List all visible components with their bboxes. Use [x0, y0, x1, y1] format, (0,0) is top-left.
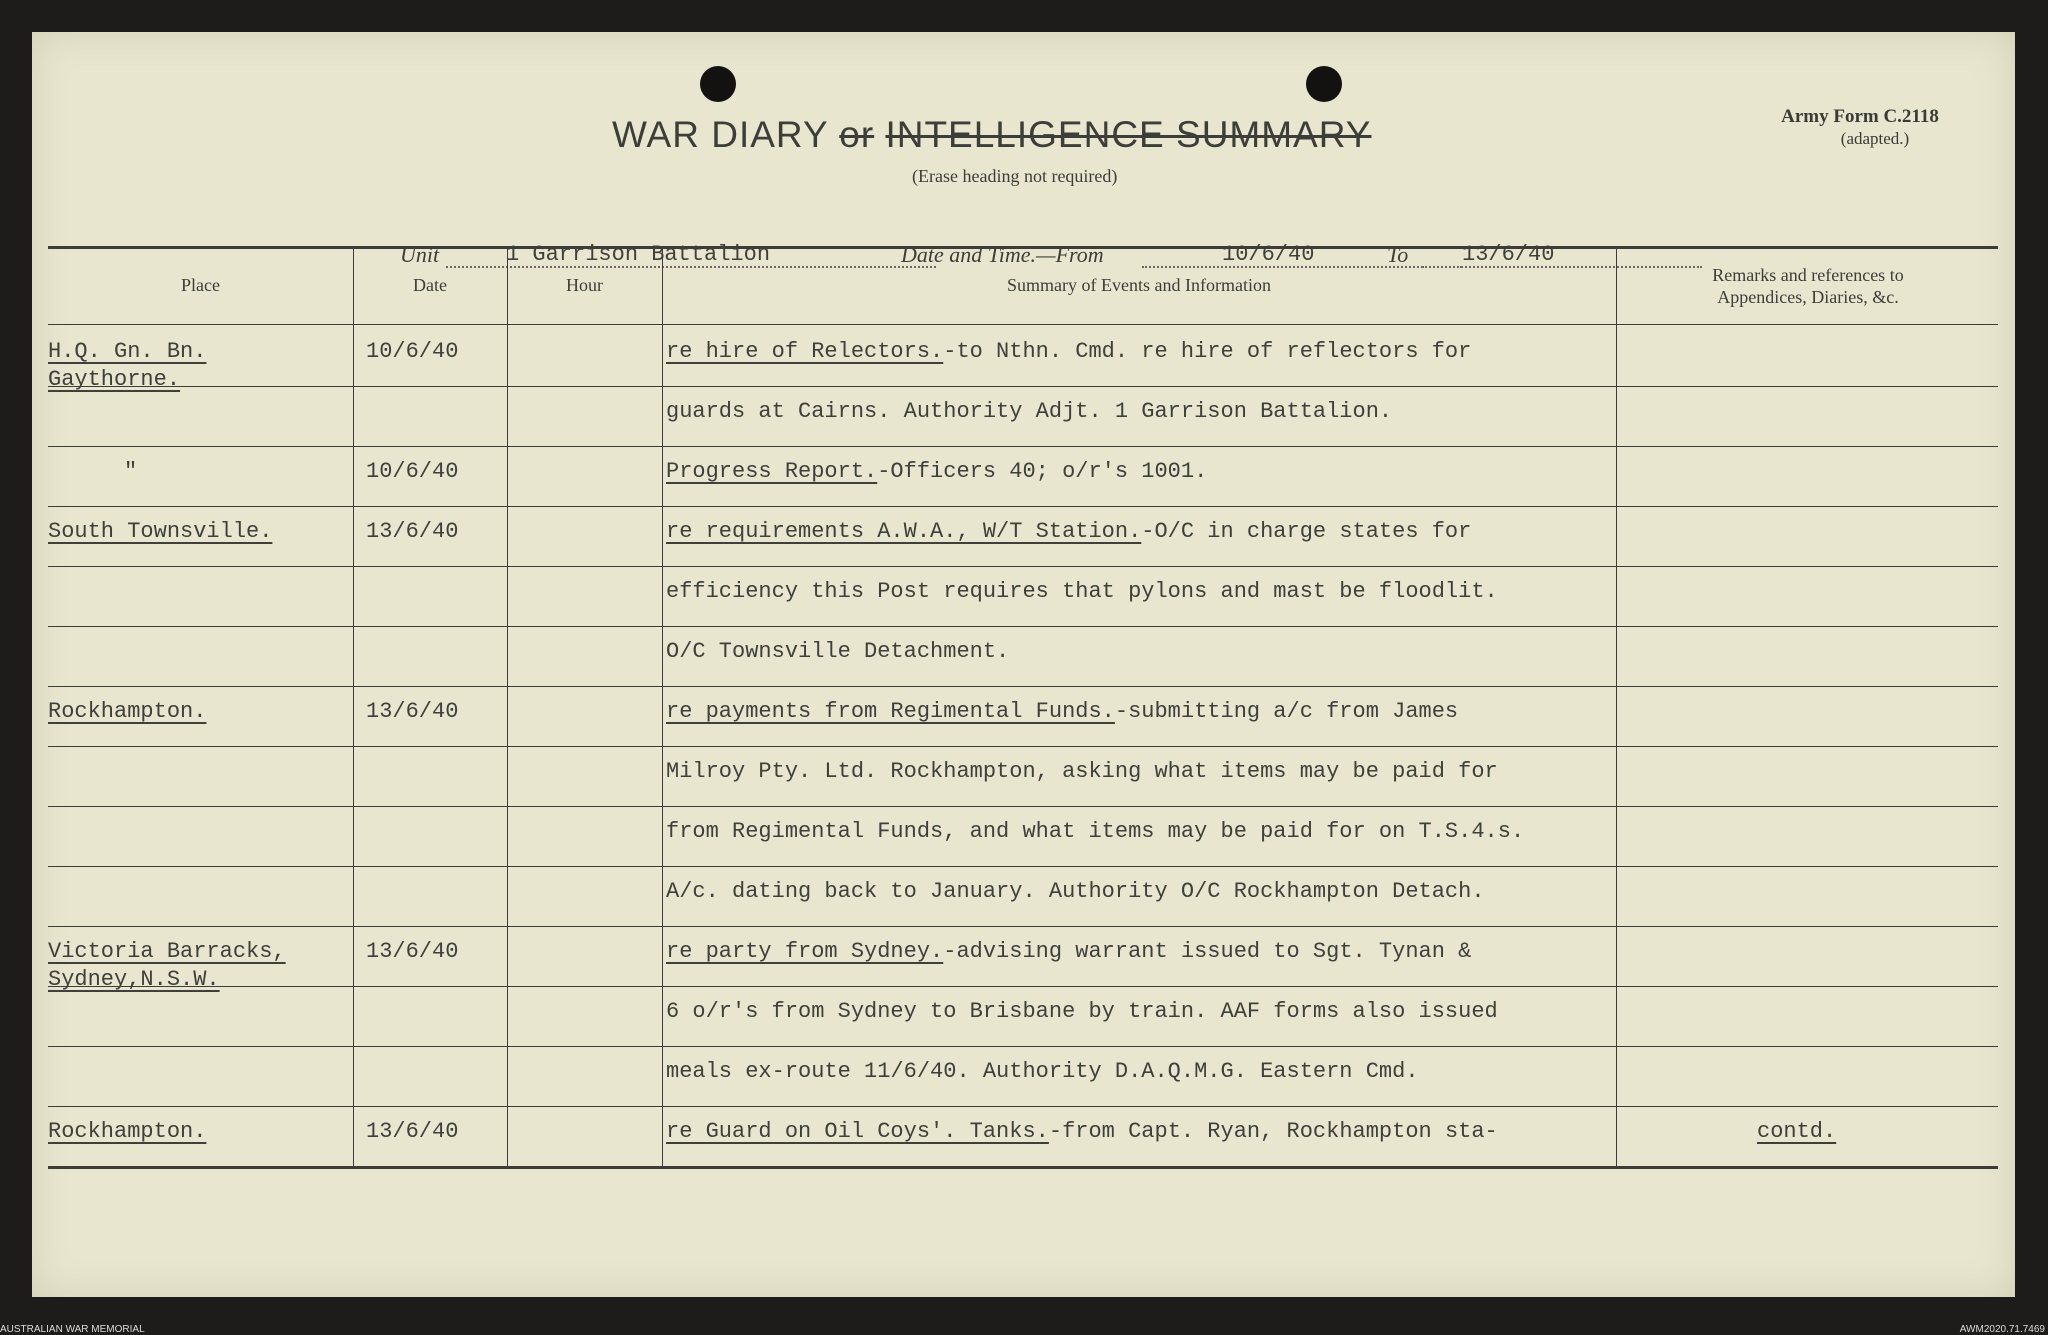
row-summary [666, 398, 1392, 426]
title-struck: INTELLIGENCE SUMMARY [885, 114, 1372, 155]
column-divider [662, 246, 663, 1166]
row-rule [48, 566, 1998, 567]
army-form-number: Army Form C.2118 [1781, 106, 1939, 127]
summary-text: -O/C in charge states for [1141, 519, 1472, 544]
table-top-rule [48, 246, 1998, 249]
row-rule [48, 686, 1998, 687]
row-date: 10/6/40 [366, 459, 459, 484]
summary-subject: re Guard on Oil Coys'. Tanks. [666, 1119, 1049, 1144]
row-date: 13/6/40 [366, 519, 459, 544]
row-rule [48, 626, 1998, 627]
row-summary [666, 1118, 1498, 1146]
place-line: Gaythorne. [48, 367, 181, 392]
header-rule [48, 324, 1998, 325]
summary-text: O/C Townsville Detachment. [666, 639, 1010, 664]
summary-text: -Officers 40; o/r's 1001. [877, 459, 1208, 484]
summary-text: -advising warrant issued to Sgt. Tynan & [943, 939, 1472, 964]
row-rule [48, 1106, 1998, 1107]
footer-right: AWM2020.71.7469 [1959, 1324, 2045, 1335]
row-summary [666, 878, 1485, 906]
place-line: Victoria Barracks, [48, 939, 286, 964]
punch-hole [1306, 66, 1342, 102]
summary-text: meals ex-route 11/6/40. Authority D.A.Q.M.G. Eastern Cmd. [666, 1059, 1419, 1084]
row-summary [666, 338, 1471, 366]
row-date: 13/6/40 [366, 939, 459, 964]
column-header-date: Date [413, 275, 447, 295]
row-rule [48, 866, 1998, 867]
row-date: 13/6/40 [366, 1119, 459, 1144]
place-line: H.Q. Gn. Bn. [48, 339, 207, 364]
place-line: Rockhampton. [48, 1119, 207, 1144]
remarks-header-line2: Appendices, Diaries, &c. [1717, 287, 1899, 307]
place-line: Rockhampton. [48, 699, 207, 724]
row-summary [666, 998, 1498, 1026]
row-rule [48, 386, 1998, 387]
column-header-summary: Summary of Events and Information [1007, 275, 1271, 295]
row-summary [666, 518, 1471, 546]
row-remarks: contd. [1757, 1119, 1837, 1144]
place-line: Sydney,N.S.W. [48, 967, 220, 992]
row-place [124, 458, 137, 486]
remarks-header-line1: Remarks and references to [1712, 265, 1904, 285]
row-rule [48, 806, 1998, 807]
title-or: or [839, 114, 875, 155]
column-divider [353, 246, 354, 1166]
row-date: 10/6/40 [366, 339, 459, 364]
summary-text: A/c. dating back to January. Authority O/C Rockhampton Detach. [666, 879, 1485, 904]
place-line: South Townsville. [48, 519, 273, 544]
column-divider [507, 246, 508, 1166]
erase-note: (Erase heading not required) [912, 166, 1118, 186]
unit-field: 1 Garrison Battalion [446, 242, 936, 268]
column-header-hour: Hour [566, 275, 603, 295]
summary-subject: re requirements A.W.A., W/T Station. [666, 519, 1142, 544]
to-field: 13/6/40 [1422, 242, 1702, 268]
row-rule [48, 746, 1998, 747]
row-rule [48, 926, 1998, 927]
row-summary [666, 818, 1524, 846]
summary-text: 6 o/r's from Sydney to Brisbane by train. AAF forms also issued [666, 999, 1498, 1024]
row-rule [48, 986, 1998, 987]
title-main: WAR DIARY [612, 114, 828, 155]
army-form-label [1750, 106, 1970, 150]
summary-text: guards at Cairns. Authority Adjt. 1 Garrison Battalion. [666, 399, 1393, 424]
row-place [48, 1118, 206, 1146]
summary-subject: re payments from Regimental Funds. [666, 699, 1115, 724]
row-summary [666, 578, 1498, 606]
summary-subject: re party from Sydney. [666, 939, 944, 964]
summary-text: -submitting a/c from James [1114, 699, 1459, 724]
row-summary [666, 938, 1471, 966]
date-time-label: Date and Time.—From [901, 242, 1104, 267]
row-rule [48, 1046, 1998, 1047]
punch-hole [700, 66, 736, 102]
footer-left: AUSTRALIAN WAR MEMORIAL [0, 1324, 145, 1335]
diary-page [0, 32, 2045, 1335]
unit-label: Unit [400, 242, 440, 267]
row-place [48, 518, 272, 546]
row-place [48, 938, 286, 994]
summary-text: -from Capt. Ryan, Rockhampton sta- [1048, 1119, 1498, 1144]
row-date: 13/6/40 [366, 699, 459, 724]
form-title [612, 114, 1371, 156]
column-header-place: Place [181, 275, 220, 295]
column-divider [1616, 246, 1617, 1166]
to-label: To [1387, 242, 1409, 267]
row-rule [48, 506, 1998, 507]
army-form-sub: (adapted.) [1840, 129, 1910, 148]
row-summary [666, 458, 1207, 486]
row-place [48, 698, 206, 726]
row-summary [666, 758, 1498, 786]
row-place [48, 338, 206, 394]
row-summary [666, 698, 1458, 726]
column-header-remarks [1616, 264, 2000, 308]
from-field: 10/6/40 [1142, 242, 1462, 268]
place-line: " [124, 459, 138, 484]
row-summary [666, 1058, 1419, 1086]
row-rule [48, 446, 1998, 447]
summary-text: from Regimental Funds, and what items may be paid for on T.S.4.s. [666, 819, 1525, 844]
summary-subject: re hire of Relectors. [666, 339, 944, 364]
summary-subject: Progress Report. [666, 459, 878, 484]
table-bottom-rule [48, 1166, 1998, 1169]
summary-text: -to Nthn. Cmd. re hire of reflectors for [943, 339, 1472, 364]
row-summary [666, 638, 1009, 666]
summary-text: Milroy Pty. Ltd. Rockhampton, asking what items may be paid for [666, 759, 1498, 784]
summary-text: efficiency this Post requires that pylons and mast be floodlit. [666, 579, 1498, 604]
